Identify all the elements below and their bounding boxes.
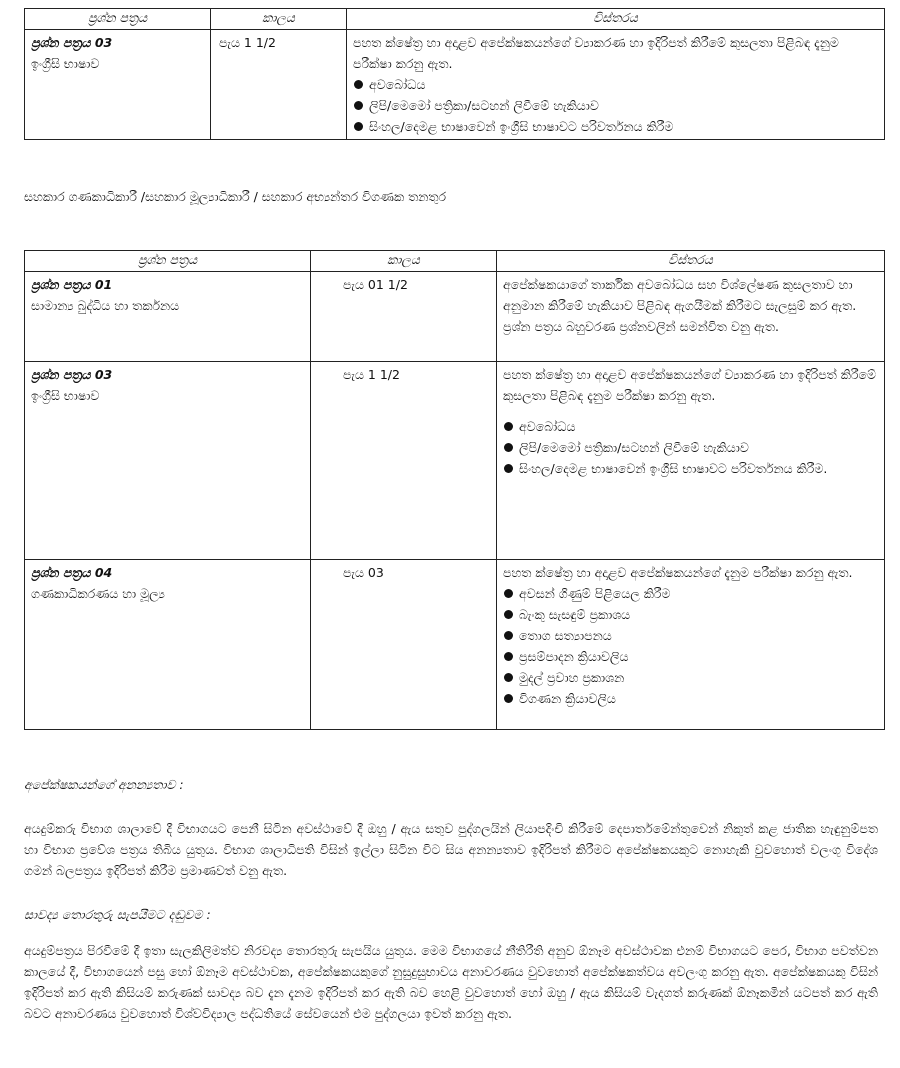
bullet-icon <box>504 422 513 431</box>
penalty-paragraph: අයදුම්පත්‍රය පිරවීමේ දී ඉතා සැලකිලිමත්ව නිරවද්‍ය තොරතුරු සැපයිය යුතුය. මෙම විභාගයේ නීතිරීති අනුව ඕනෑම අවස්ථාවක එනම් විභාගයට පෙර, විභාග පවත්වන කාලයේ දී, විභාගයෙන් පසු හෝ ඕනෑම අවස්ථාවක, අපේක්ෂකයකුගේ නුසුදුසුභාවය අනාවරණය වුවහොත් අපේක්ෂකත්වය අවලංගු කරනු ඇත. අපේක්ෂකයකු විසින් ඉදිරිපත් කර ඇති කිසියම් කරුණක් සාවද්‍ය බව දැන දැනම ඉදිරිපත් කර ඇති බව හෙළි වුවහොත් හෝ ඔහු / ඇය කිසියම් වැදගත් කරුණක් ඕනෑකමින් යටපත් කර ඇති බවට අනාවරණය වුවහොත් විශ්වවිද්‍යාල පද්ධතියේ සේවයෙන් එම පුද්ගලයා ඉවත් කරනු ඇත. <box>24 943 878 1021</box>
description-cell: අපේක්ෂකයාගේ තාර්කික අවබෝධය සහ විශ්ලේෂණ කුසලතාව හා අනුමාන කිරීමේ හැකියාව පිළිබඳ ඇගයීමක් කිරීමට සැලසුම් කර ඇත. ප්‍රශ්න පත්‍රය බහුවරණ ප්‍රශ්නවලින් සමන්විත වනු ඇත. <box>497 272 885 362</box>
duration-cell: පැය 1 1/2 <box>311 362 497 560</box>
description-text: පහත ක්ෂේත්‍ර හා අදාළව අපේක්ෂකයන්ගේ දැනුම පරීක්ෂා කරනු ඇත. <box>503 565 853 580</box>
posts-heading: සහකාර ගණකාධිකාරී /සහකාර මූල්‍යාධිකාරී / සහකාර අභ්‍යන්තර විගණක තනතුර <box>24 189 447 204</box>
paper-subject: ගණකාධිකරණය හා මූල්‍ය <box>31 586 165 601</box>
bullet-icon <box>504 464 513 473</box>
identity-paragraph: අයදුම්කරු විභාග ශාලාවේ දී විභාගයට පෙනී සිටින අවස්ථාවේ දී ඔහු / ඇය සතුව පුද්ගලයින් ලියාපදිංචි කිරීමේ දෙපාර්තමේන්තුවෙන් නිකුත් කළ ජාතික හැඳුනුම්පත හා විභාග ප්‍රවේශ පත්‍රය තිබිය යුතුය. විභාග ශාලාධිපති විසින් ඉල්ලා සිටින විට සිය අනන්‍යතාව ඉදිරිපත් කිරීමට අපේක්ෂකයකුට නොහැකි වුවහොත් වලංගු විදේශ ගමන් බලපත්‍රය ඉදිරිපත් කිරීම ප්‍රමාණවත් වනු ඇත. <box>24 821 878 878</box>
table-row <box>25 272 885 362</box>
list-item: ලිපි/මෙමෝ පත්‍රිකා/සටහන් ලිවීමේ හැකියාව <box>503 437 878 458</box>
paper-cell <box>25 560 311 730</box>
paper-subject: ඉංග්‍රීසි භාෂාව <box>31 388 100 403</box>
bullet-icon <box>504 694 513 703</box>
paper-cell <box>25 30 211 140</box>
column-header-duration: කාලය <box>311 251 497 272</box>
identity-heading: අපේක්ෂකයන්ගේ අනන්‍යතාව : <box>24 777 184 792</box>
paper-name: ප්‍රශ්න පත්‍රය 03 <box>31 35 113 50</box>
description-text: පහත ක්ෂේත්‍ර හා අදාළව අපේක්ෂකයන්ගේ ව්‍යාකරණ හා ඉදිරිපත් කිරීමේ කුසලතා පිළිබඳ දැනුම පරීක්ෂා කරනු ඇත. <box>503 367 877 403</box>
paper-name: ප්‍රශ්න පත්‍රය 04 <box>31 565 113 580</box>
column-header-duration: කාලය <box>211 9 347 30</box>
table-header-row <box>25 9 885 30</box>
paper-subject: සාමාන්‍ය බුද්ධිය හා තර්කනය <box>31 298 180 313</box>
column-header-description: විස්තරය <box>497 251 885 272</box>
bullet-icon <box>504 610 513 619</box>
list-item: තොග සත්‍යාපනය <box>503 625 878 646</box>
table-header-row <box>25 251 885 272</box>
bullet-list <box>353 74 878 137</box>
paper-name: ප්‍රශ්න පත්‍රය 03 <box>31 367 113 382</box>
duration-cell: පැය 03 <box>311 560 497 730</box>
list-item: අවබෝධය <box>353 74 878 95</box>
bullet-list <box>503 416 878 479</box>
bullet-icon <box>504 589 513 598</box>
bullet-icon <box>504 443 513 452</box>
bullet-icon <box>504 652 513 661</box>
list-item: සිංහල/දෙමළ භාෂාවෙන් ඉංග්‍රීසි භාෂාවට පරිවර්තනය කිරීම. <box>503 458 878 479</box>
paper-name: ප්‍රශ්න පත්‍රය 01 <box>31 277 113 292</box>
bullet-icon <box>504 673 513 682</box>
description-cell <box>497 362 885 560</box>
paper-subject: ඉංග්‍රීසි භාෂාව <box>31 56 100 71</box>
bullet-icon <box>354 101 363 110</box>
table-row <box>25 362 885 560</box>
list-item: ප්‍රසම්පාදන ක්‍රියාවලිය <box>503 646 878 667</box>
exam-table-english <box>24 8 885 140</box>
column-header-paper: ප්‍රශ්න පත්‍රය <box>25 9 211 30</box>
duration-cell: පැය 01 1/2 <box>311 272 497 362</box>
list-item: විගණන ක්‍රියාවලිය <box>503 688 878 709</box>
bullet-icon <box>354 122 363 131</box>
table-row <box>25 30 885 140</box>
description-cell <box>347 30 885 140</box>
list-item: සිංහල/දෙමළ භාෂාවෙන් ඉංග්‍රීසි භාෂාවට පරිවර්තනය කිරීම <box>353 116 878 137</box>
paper-cell <box>25 362 311 560</box>
list-item: අවබෝධය <box>503 416 878 437</box>
column-header-paper: ප්‍රශ්න පත්‍රය <box>25 251 311 272</box>
list-item: අවසන් ගිණුම් පිළියෙල කිරීම <box>503 583 878 604</box>
list-item: මුදල් ප්‍රවාහ ප්‍රකාශන <box>503 667 878 688</box>
list-item: බැංකු සැසඳුම් ප්‍රකාශය <box>503 604 878 625</box>
paper-cell <box>25 272 311 362</box>
description-cell <box>497 560 885 730</box>
bullet-list <box>503 583 878 709</box>
column-header-description: විස්තරය <box>347 9 885 30</box>
bullet-icon <box>504 631 513 640</box>
list-item: ලිපි/මෙමෝ පත්‍රිකා/සටහන් ලිවීමේ හැකියාව <box>353 95 878 116</box>
exam-table-posts <box>24 250 885 730</box>
bullet-icon <box>354 80 363 89</box>
penalty-heading: සාවද්‍ය තොරතුරු සැපයීමට දඬුවම : <box>24 907 211 922</box>
description-text: පහත ක්ෂේත්‍ර හා අදාළව අපේක්ෂකයන්ගේ ව්‍යාකරණ හා ඉදිරිපත් කිරීමේ කුසලතා පිළිබඳ දැනුම පරීක්ෂා කරනු ඇත. <box>353 35 839 71</box>
table-row <box>25 560 885 730</box>
duration-cell: පැය 1 1/2 <box>211 30 347 140</box>
